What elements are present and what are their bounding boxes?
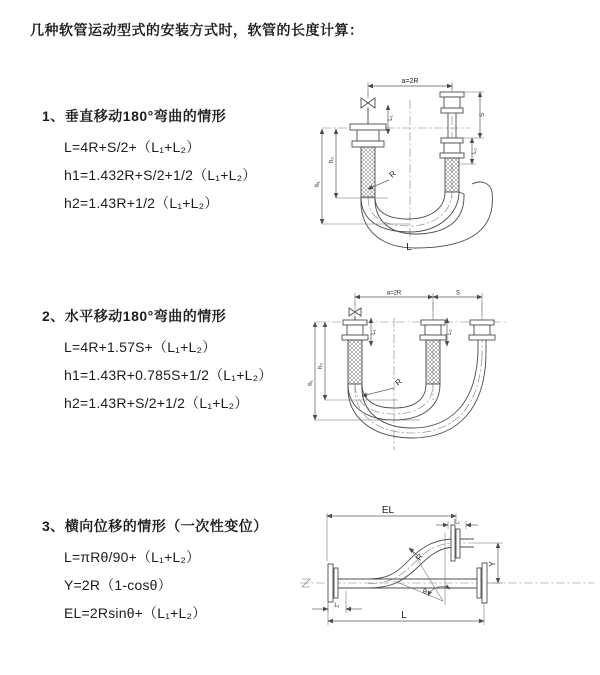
formula-line: EL=2Rsinθ+（L₁+L₂） xyxy=(64,605,207,621)
braided-hose-section xyxy=(445,158,459,192)
hose-bend-curves xyxy=(348,352,486,438)
dimension-el xyxy=(327,505,456,561)
formula-line: L=πRθ/90+（L₁+L₂） xyxy=(64,549,201,565)
diagram-lateral-displacement xyxy=(298,503,600,643)
dim-label-l: L xyxy=(406,242,412,253)
formula-line: Y=2R（1-cosθ） xyxy=(64,577,172,593)
formula-line: h1=1.43R+0.785S+1/2（L₁+L₂） xyxy=(64,367,273,383)
dim-label-h1: h₁ xyxy=(315,181,321,187)
dim-label-l2: L₂ xyxy=(447,329,453,335)
dimension-s xyxy=(464,92,486,138)
formula-line: h2=1.43R+1/2（L₁+L₂） xyxy=(64,195,219,211)
left-flange-fitting xyxy=(350,124,386,147)
dimension-l2 xyxy=(436,520,478,530)
formula-line: h1=1.432R+S/2+1/2（L₁+L₂） xyxy=(64,167,257,183)
centerlines xyxy=(300,579,594,587)
dim-label-r: R xyxy=(393,376,404,388)
dim-label-theta: θ xyxy=(423,589,427,596)
section-horizontal-movement xyxy=(42,306,312,411)
hose-bend-curves xyxy=(361,182,493,248)
diagram-horizontal-180-bend xyxy=(308,288,600,460)
dim-label-l2: L₂ xyxy=(472,148,478,154)
braided-hose-section xyxy=(348,340,362,384)
dimension-l1 xyxy=(388,105,394,134)
dimension-l xyxy=(328,603,484,625)
formula-line: L=4R+S/2+（L₁+L₂） xyxy=(64,139,201,155)
page-title: 几种软管运动型式的安装方式时，软管的长度计算： xyxy=(30,22,364,38)
right-flange-fitting-lower xyxy=(440,138,464,158)
middle-flange-fitting xyxy=(420,320,446,340)
dim-label-r: R xyxy=(387,168,398,180)
left-flange-fitting xyxy=(342,320,368,340)
section-3-heading: 3、横向位移的情形（一次性变位） xyxy=(42,518,268,534)
braided-hose-section xyxy=(426,340,440,384)
dim-label-l1: L₁ xyxy=(371,329,377,335)
dimension-width xyxy=(368,78,452,96)
dim-label-s: S xyxy=(455,290,461,297)
right-flange-fitting xyxy=(469,320,495,340)
right-flange-fitting xyxy=(477,563,487,603)
radius-leader xyxy=(362,377,404,396)
section-1-heading: 1、垂直移动180°弯曲的情形 xyxy=(42,108,227,124)
dim-label-h2: h₂ xyxy=(329,157,335,163)
formula-line: L=4R+1.57S+（L₁+L₂） xyxy=(64,339,217,355)
formula-line: h2=1.43R+S/2+1/2（L₁+L₂） xyxy=(64,395,249,411)
angle-construction xyxy=(394,533,450,605)
dim-label-h2: h₂ xyxy=(318,363,324,369)
diagram-vertical-180-bend xyxy=(312,72,592,256)
dim-label-l1: L₁ xyxy=(334,603,340,609)
right-flange-fitting-upper xyxy=(440,92,464,113)
dimension-width xyxy=(355,291,482,319)
dim-label-r: R xyxy=(414,552,425,563)
dimension-s xyxy=(433,291,482,298)
section-lateral-displacement xyxy=(42,516,312,621)
section-2-heading: 2、水平移动180°弯曲的情形 xyxy=(42,308,227,324)
left-flange-fitting xyxy=(328,564,338,602)
dim-label-l2: L₂ xyxy=(454,519,460,526)
dim-label-a-2r: a=2R xyxy=(386,290,402,297)
dim-label-s: S xyxy=(480,112,486,118)
dim-label-el: EL xyxy=(381,505,395,516)
section-vertical-movement xyxy=(42,106,312,211)
dim-label-y: Y xyxy=(488,561,497,567)
dim-label-a-2r: a=2R xyxy=(401,78,419,85)
radius-leader xyxy=(409,548,425,562)
dim-label-l1: L₁ xyxy=(388,115,394,121)
braided-hose-section xyxy=(361,147,375,197)
dim-label-h1: h₁ xyxy=(308,380,314,386)
dim-label-l: L xyxy=(401,610,407,621)
